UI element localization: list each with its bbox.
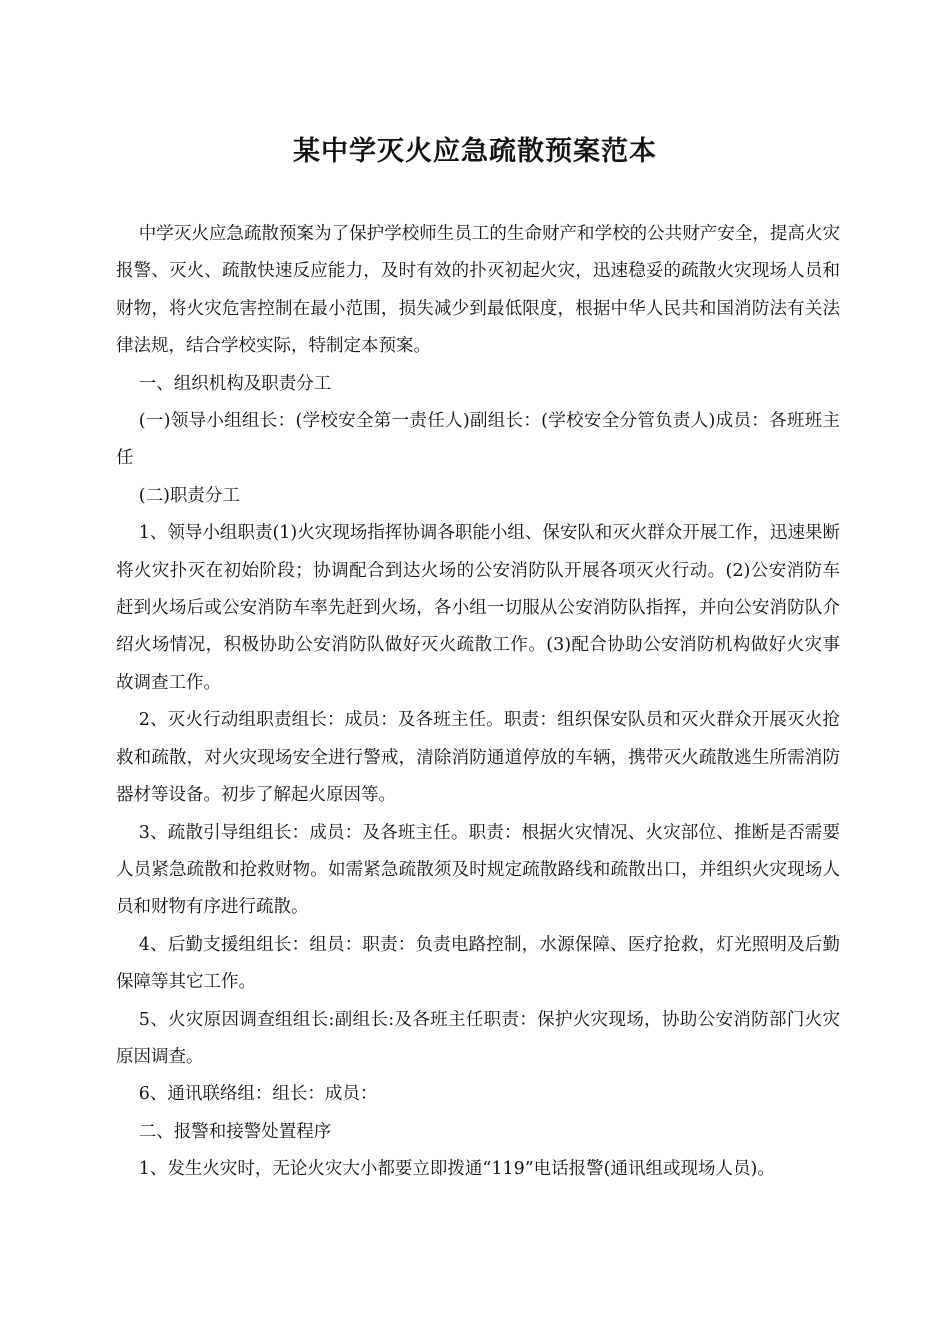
duty-item-3: 3、疏散引导组组长：成员：及各班主任。职责：根据火灾情况、火灾部位、推断是否需要人员紧急疏散和抢救财物。如需紧急疏散须及时规定疏散路线和疏散出口，并组织火灾现场人员和财物有序进行疏散。	[116, 822, 840, 918]
alarm-step-1: 1、发生火灾时，无论火灾大小都要立即拨通“119”电话报警(通讯组或现场人员)。	[138, 1159, 775, 1180]
duty-item-5: 5、火灾原因调查组组长:副组长:及各班主任职责：保护火灾现场，协助公安消防部门火灾原因调查。	[116, 1009, 840, 1067]
section-heading-alarm: 二、报警和接警处置程序	[138, 1121, 332, 1142]
duty-item-2: 2、灭火行动组职责组长：成员：及各班主任。职责：组织保安队员和灭火群众开展灭火抢救和疏散，对火灾现场安全进行警戒，清除消防通道停放的车辆，携带灭火疏散逃生所需消防器材等设备。初步了解起火原因等。	[116, 710, 840, 806]
duty-item-1: 1、领导小组职责(1)火灾现场指挥协调各职能小组、保安队和灭火群众开展工作，迅速果断将火灾扑灭在初始阶段；协调配合到达火场的公安消防队开展各项灭火行动。(2)公安消防车赶到火场后或公安消防车率先赶到火场，各小组一切服从公安消防队指挥，并向公安消防队介绍火场情况，积极协助公安消防队做好灭火疏散工作。(3)配合协助公安消防机构做好火灾事故调查工作。	[116, 523, 840, 693]
document-title: 某中学灭火应急疏散预案范本	[293, 136, 657, 167]
duty-item-4: 4、后勤支援组组长：组员：职责：负责电路控制，水源保障、医疗抢救，灯光照明及后勤保障等其它工作。	[116, 934, 840, 993]
intro-paragraph: 中学灭火应急疏散预案为了保护学校师生员工的生命财产和学校的公共财产安全，提高火灾报警、灭火、疏散快速反应能力，及时有效的扑灭初起火灾，迅速稳妥的疏散火灾现场人员和财物，将火灾危害控制在最小范围，损失减少到最低限度，根据中华人民共和国消防法有关法律法规，结合学校实际，特制定本预案。	[116, 224, 840, 357]
section-heading-organization: 一、组织机构及职责分工	[138, 373, 332, 394]
duty-item-6: 6、通讯联络组：组长：成员：	[138, 1084, 378, 1105]
subsection-heading-duties: (二)职责分工	[138, 485, 240, 506]
document-body	[116, 216, 840, 1189]
leadership-group-paragraph: (一)领导小组组长：(学校安全第一责任人)副组长：(学校安全分管负责人)成员：各班班主任	[116, 411, 840, 469]
